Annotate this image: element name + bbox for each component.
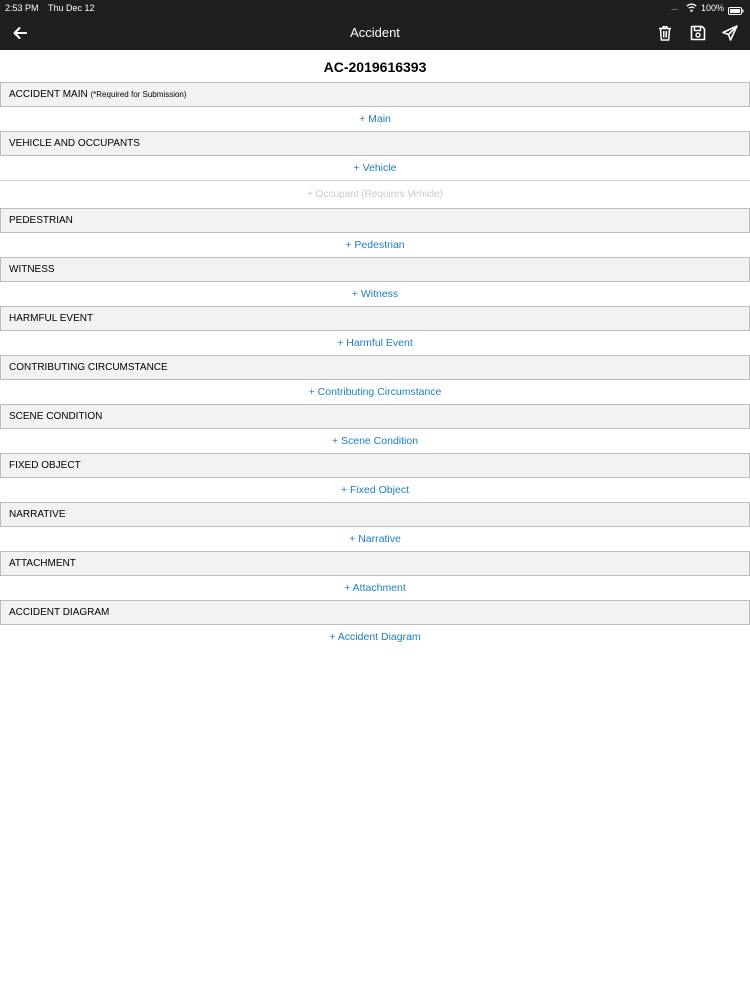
section-header-fixed-object — [0, 453, 750, 478]
section-header-narrative — [0, 502, 750, 527]
report-number: AC-2019616393 — [323, 59, 427, 75]
add-narrative-button[interactable]: + Narrative — [349, 533, 401, 545]
add-witness-button[interactable]: + Witness — [351, 288, 399, 300]
add-vehicle-button[interactable]: + Vehicle — [353, 162, 397, 174]
section-title: WITNESS — [9, 264, 55, 275]
save-icon[interactable] — [689, 24, 707, 42]
required-note: (*Required for Submission) — [90, 90, 187, 99]
section-title: HARMFUL EVENT — [9, 313, 94, 324]
add-scene-condition-button[interactable]: + Scene Condition — [331, 435, 419, 447]
trash-icon[interactable] — [656, 24, 674, 42]
section-title: CONTRIBUTING CIRCUMSTANCE — [9, 362, 168, 373]
add-contributing-circumstance-button[interactable]: + Contributing Circumstance — [308, 386, 442, 398]
status-time: 2:53 PM — [5, 3, 39, 13]
add-harmful-event-button[interactable]: + Harmful Event — [337, 337, 413, 349]
section-title: ACCIDENT DIAGRAM — [9, 607, 110, 618]
section-title: VEHICLE AND OCCUPANTS — [9, 138, 140, 149]
send-icon[interactable] — [721, 24, 739, 42]
add-fixed-object-button[interactable]: + Fixed Object — [341, 484, 409, 496]
add-attachment-button[interactable]: + Attachment — [344, 582, 406, 594]
section-title: ATTACHMENT — [9, 558, 76, 569]
section-header-attachment — [0, 551, 750, 576]
section-title: PEDESTRIAN — [9, 215, 73, 226]
add-occupant-button: + Occupant (Requires Vehicle) — [307, 189, 443, 200]
signal-icon: .... — [671, 3, 678, 12]
navigation-bar — [0, 16, 750, 50]
battery-percent: 100% — [701, 3, 725, 13]
section-header-contributing-circumstance — [0, 355, 750, 380]
section-header-witness — [0, 257, 750, 282]
status-bar — [0, 0, 750, 16]
section-title: FIXED OBJECT — [9, 460, 81, 471]
section-header-harmful-event — [0, 306, 750, 331]
section-title: NARRATIVE — [9, 509, 66, 520]
section-title: ACCIDENT MAIN — [9, 89, 88, 100]
add-pedestrian-button[interactable]: + Pedestrian — [345, 239, 405, 251]
battery-icon — [728, 4, 744, 12]
section-header-pedestrian — [0, 208, 750, 233]
wifi-icon — [686, 2, 697, 13]
page-title: Accident — [350, 25, 400, 40]
section-header-accident-main — [0, 82, 750, 107]
section-header-accident-diagram — [0, 600, 750, 625]
section-title: SCENE CONDITION — [9, 411, 103, 422]
add-main-button[interactable]: + Main — [359, 113, 391, 125]
section-header-scene-condition — [0, 404, 750, 429]
sections-list — [0, 82, 750, 649]
status-date: Thu Dec 12 — [48, 3, 95, 13]
add-accident-diagram-button[interactable]: + Accident Diagram — [329, 631, 421, 643]
section-header-vehicle-and-occupants — [0, 131, 750, 156]
